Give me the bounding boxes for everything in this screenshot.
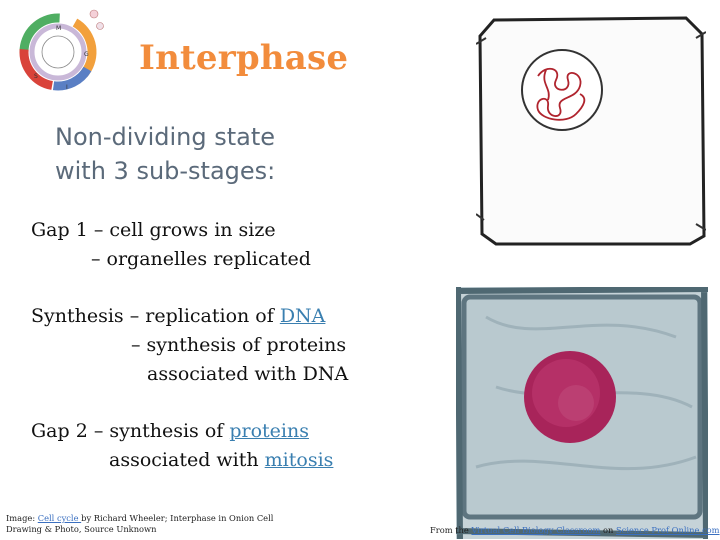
image-credit-prefix: Image:	[6, 513, 38, 523]
source-caption	[430, 525, 720, 536]
image-credit-line-1	[6, 513, 273, 524]
source-prefix: From the	[430, 525, 472, 535]
gap2-line-1	[31, 420, 309, 442]
synthesis-line-3: associated with DNA	[147, 363, 349, 385]
mitosis-link[interactable]: mitosis	[264, 449, 334, 471]
svg-text:G: G	[84, 51, 89, 58]
intro-line-1: Non-dividing state	[55, 123, 276, 151]
onion-cell-drawing	[476, 14, 706, 246]
proteins-link[interactable]: proteins	[229, 420, 309, 442]
synthesis-line-2: – synthesis of proteins	[131, 334, 347, 356]
gap1-line-2: – organelles replicated	[91, 248, 311, 270]
intro-line-2: with 3 sub-stages:	[55, 157, 276, 185]
gap2-line-2	[109, 449, 333, 471]
svg-text:M: M	[56, 25, 62, 32]
slide-title: Interphase	[139, 38, 349, 78]
dna-link[interactable]: DNA	[279, 305, 326, 327]
synthesis-line-1	[31, 305, 325, 327]
image-credit-caption	[6, 513, 273, 535]
science-prof-online-link[interactable]: Science Prof Online.com	[615, 525, 720, 535]
gap1-line-1: Gap 1 – cell grows in size	[31, 219, 276, 241]
synthesis-line-1-prefix: Synthesis – replication of	[31, 305, 280, 327]
cell-cycle-diagram-icon	[14, 6, 114, 96]
svg-text:I: I	[66, 84, 68, 91]
image-credit-line-2: Drawing & Photo, Source Unknown	[6, 524, 157, 534]
gap2-line-2-prefix: associated with	[109, 449, 265, 471]
gap2-line-1-prefix: Gap 2 – synthesis of	[31, 420, 230, 442]
image-credit-suffix: by Richard Wheeler; Interphase in Onion Cell	[81, 513, 274, 523]
intro-text	[55, 120, 275, 188]
cell-cycle-link[interactable]: Cell cycle	[37, 513, 82, 523]
onion-cell-photo	[456, 287, 708, 539]
virtual-classroom-link[interactable]: Virtual Cell Biology Classroom	[471, 525, 601, 535]
source-middle: on	[600, 525, 616, 535]
svg-text:S: S	[34, 73, 38, 80]
